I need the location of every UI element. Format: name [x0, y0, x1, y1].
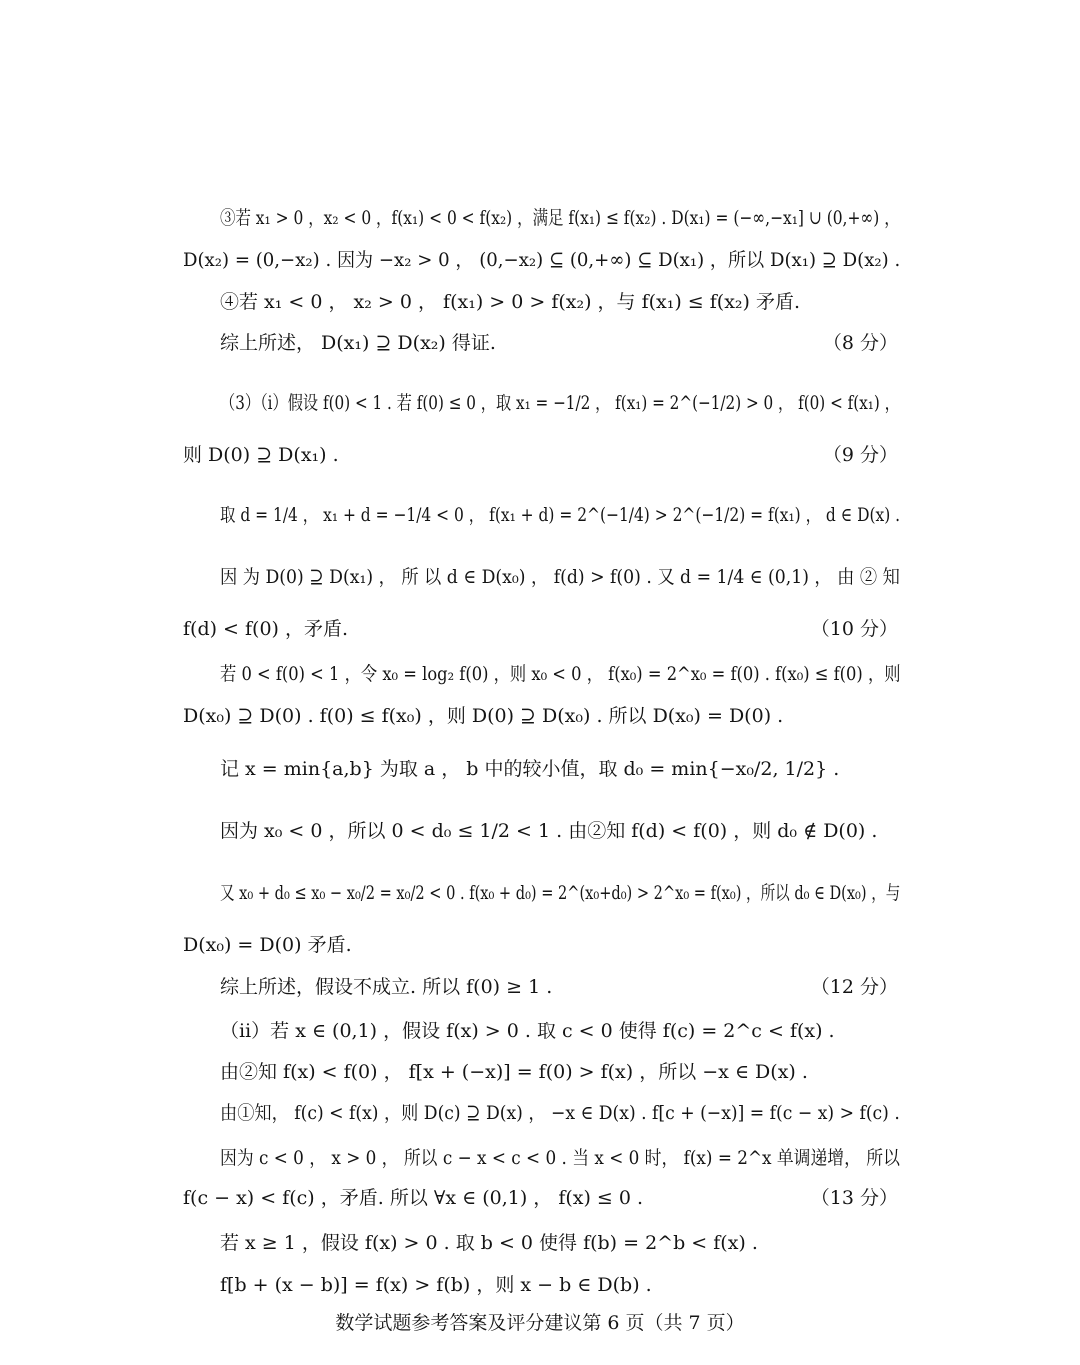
- text-line: 综上所述，假设不成立. 所以 f(0) ≥ 1 .: [220, 976, 553, 998]
- text-line: f(d) < f(0) ，矛盾.: [183, 618, 349, 640]
- text-line: D(x₀) = D(0) 矛盾.: [183, 934, 352, 956]
- text-line: （3）（ⅰ）假设 f(0) < 1 . 若 f(0) ≤ 0 ，取 x₁ = −1/2 ， f(x₁) = 2^(−1/2) > 0 ， f(0) < f(x₁) ，: [220, 392, 900, 414]
- text-line: 因为 c < 0 ， x > 0 ， 所以 c − x < c < 0 . 当 x < 0 时， f(x) = 2^x 单调递增， 所以: [220, 1147, 900, 1169]
- text-line: 若 x ≥ 1 ，假设 f(x) > 0 . 取 b < 0 使得 f(b) = 2^b < f(x) .: [220, 1232, 758, 1254]
- text-line: 因 为 D(0) ⊇ D(x₁) ， 所 以 d ∈ D(x₀) ， f(d) > f(0) . 又 d = 1/4 ∈ (0,1) ， 由 ② 知: [220, 566, 900, 588]
- score-mark: （12 分）: [810, 976, 898, 998]
- score-mark: （10 分）: [810, 618, 898, 640]
- text-line: 若 0 < f(0) < 1 ，令 x₀ = log₂ f(0) ，则 x₀ < 0 ， f(x₀) = 2^x₀ = f(0) . f(x₀) ≤ f(0) ，则: [220, 663, 901, 685]
- text-line: 记 x = min{a,b} 为取 a ， b 中的较小值，取 d₀ = min{−x₀/2, 1/2} .: [220, 758, 840, 780]
- text-line: 取 d = 1/4 ， x₁ + d = −1/4 < 0 ， f(x₁ + d) = 2^(−1/4) > 2^(−1/2) = f(x₁) ， d ∈ D(x) .: [220, 504, 901, 526]
- text-line: ④若 x₁ < 0 ， x₂ > 0 ， f(x₁) > 0 > f(x₂) ，与 f(x₁) ≤ f(x₂) 矛盾.: [220, 291, 801, 313]
- page-footer: 数学试题参考答案及评分建议第 6 页（共 7 页）: [335, 1312, 745, 1334]
- text-line: 因为 x₀ < 0 ，所以 0 < d₀ ≤ 1/2 < 1 . 由②知 f(d) < f(0) ，则 d₀ ∉ D(0) .: [220, 820, 878, 842]
- text-line: f(c − x) < f(c) ，矛盾. 所以 ∀x ∈ (0,1) ， f(x) ≤ 0 .: [183, 1187, 644, 1209]
- text-line: 由①知， f(c) < f(x) ，则 D(c) ⊇ D(x) ， −x ∈ D(x) . f[c + (−x)] = f(c − x) > f(c) .: [220, 1102, 900, 1124]
- score-mark: （9 分）: [822, 444, 898, 466]
- text-line: 由②知 f(x) < f(0) ， f[x + (−x)] = f(0) > f(x) ，所以 −x ∈ D(x) .: [220, 1061, 808, 1083]
- text-line: 综上所述， D(x₁) ⊇ D(x₂) 得证.: [220, 332, 496, 354]
- text-line: D(x₂) = (0,−x₂) . 因为 −x₂ > 0 ， (0,−x₂) ⊆ (0,+∞) ⊆ D(x₁) ，所以 D(x₁) ⊇ D(x₂) .: [183, 249, 901, 271]
- text-line: 则 D(0) ⊇ D(x₁) .: [183, 444, 339, 466]
- score-mark: （8 分）: [822, 332, 898, 354]
- text-line: D(x₀) ⊇ D(0) . f(0) ≤ f(x₀) ，则 D(0) ⊇ D(x₀) . 所以 D(x₀) = D(0) .: [183, 705, 784, 727]
- score-mark: （13 分）: [810, 1187, 898, 1209]
- text-line: ③若 x₁ > 0 ，x₂ < 0 ，f(x₁) < 0 < f(x₂) ，满足 f(x₁) ≤ f(x₂) . D(x₁) = (−∞,−x₁] ∪ (0,+∞) ，: [220, 207, 900, 229]
- text-line: （ⅱ）若 x ∈ (0,1) ，假设 f(x) > 0 . 取 c < 0 使得 f(c) = 2^c < f(x) .: [220, 1020, 835, 1042]
- text-line: f[b + (x − b)] = f(x) > f(b) ，则 x − b ∈ D(b) .: [220, 1274, 652, 1296]
- text-line: 又 x₀ + d₀ ≤ x₀ − x₀/2 = x₀/2 < 0 . f(x₀ + d₀) = 2^(x₀+d₀) > 2^x₀ = f(x₀) ，所以 d₀ ∈ D(x₀) ，与: [220, 882, 901, 904]
